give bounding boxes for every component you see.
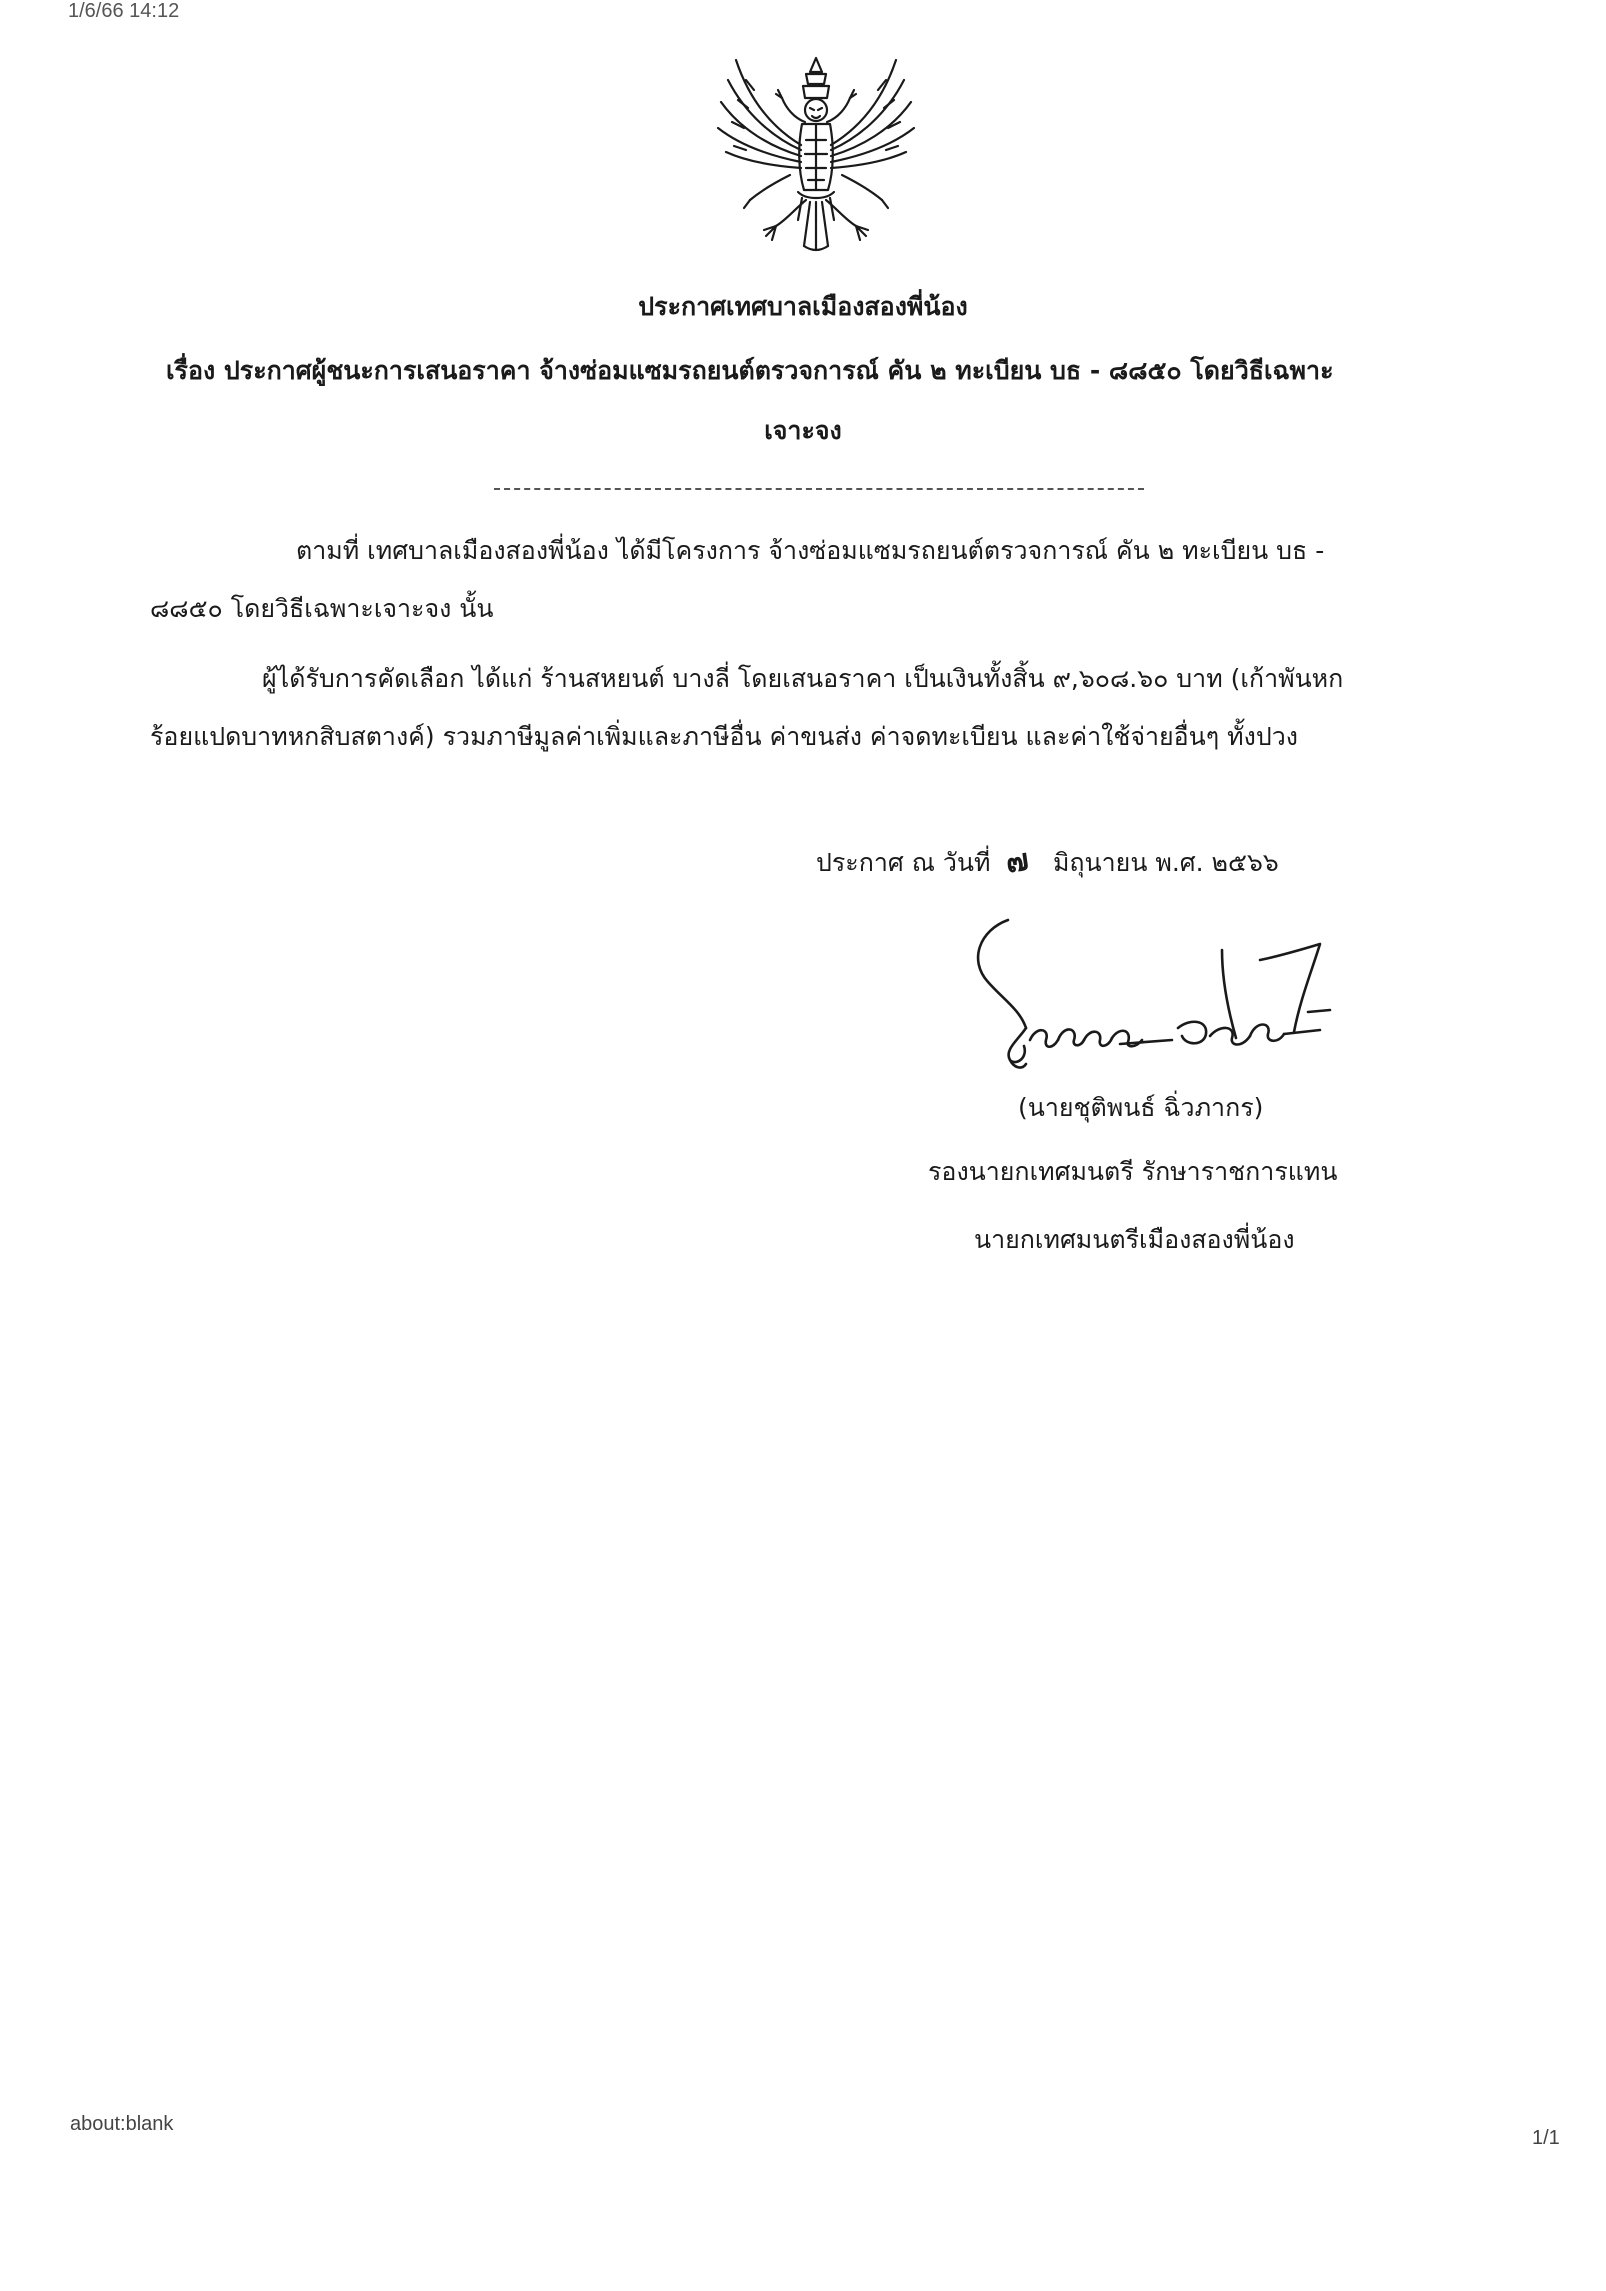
- garuda-emblem-icon: [706, 50, 926, 260]
- paragraph-1-line-1: ตามที่ เทศบาลเมืองสองพี่น้อง ได้มีโครงการ จ้างซ่อมแซมรถยนต์ตรวจการณ์ คัน ๒ ทะเบียน บธ -: [296, 536, 1325, 565]
- document-title: ประกาศเทศบาลเมืองสองพี่น้อง: [638, 292, 968, 321]
- paragraph-2-line-2: ร้อยแปดบาทหกสิบสตางค์) รวมภาษีมูลค่าเพิ่มและภาษีอื่น ค่าขนส่ง ค่าจดทะเบียน และค่าใช้จ่ายอื่นๆ ทั้งปวง: [150, 722, 1298, 751]
- announcement-date: [816, 844, 1279, 880]
- document-subject-line-2: เจาะจง: [764, 416, 842, 445]
- date-day-handwritten: ๗: [1004, 842, 1032, 881]
- print-timestamp: 1/6/66 14:12: [68, 0, 180, 22]
- signer-position-line-1: รองนายกเทศมนตรี รักษาราชการแทน: [928, 1157, 1338, 1186]
- date-prefix: ประกาศ ณ วันที่: [816, 848, 991, 877]
- print-source-url: about:blank: [70, 2113, 174, 2135]
- date-suffix: มิถุนายน พ.ศ. ๒๕๖๖: [1052, 848, 1279, 877]
- paragraph-2-line-1: ผู้ได้รับการคัดเลือก ได้แก่ ร้านสหยนต์ บางลี่ โดยเสนอราคา เป็นเงินทั้งสิ้น ๙,๖๐๘.๖๐ บาท (เก้าพันหก: [262, 664, 1344, 693]
- page-number: 1/1: [1532, 2127, 1560, 2149]
- signer-name: (นายชุติพนธ์ ฉิ่วภากร): [1018, 1093, 1264, 1122]
- handwritten-signature-icon: [960, 900, 1360, 1070]
- document-subject-line-1: เรื่อง ประกาศผู้ชนะการเสนอราคา จ้างซ่อมแซมรถยนต์ตรวจการณ์ คัน ๒ ทะเบียน บธ - ๘๘๕๐ โดยวิธีเฉพาะ: [166, 356, 1334, 385]
- signer-position-line-2: นายกเทศมนตรีเมืองสองพี่น้อง: [974, 1225, 1295, 1254]
- paragraph-1-line-2: ๘๘๕๐ โดยวิธีเฉพาะเจาะจง นั้น: [150, 594, 494, 623]
- dashed-divider: [494, 488, 1144, 490]
